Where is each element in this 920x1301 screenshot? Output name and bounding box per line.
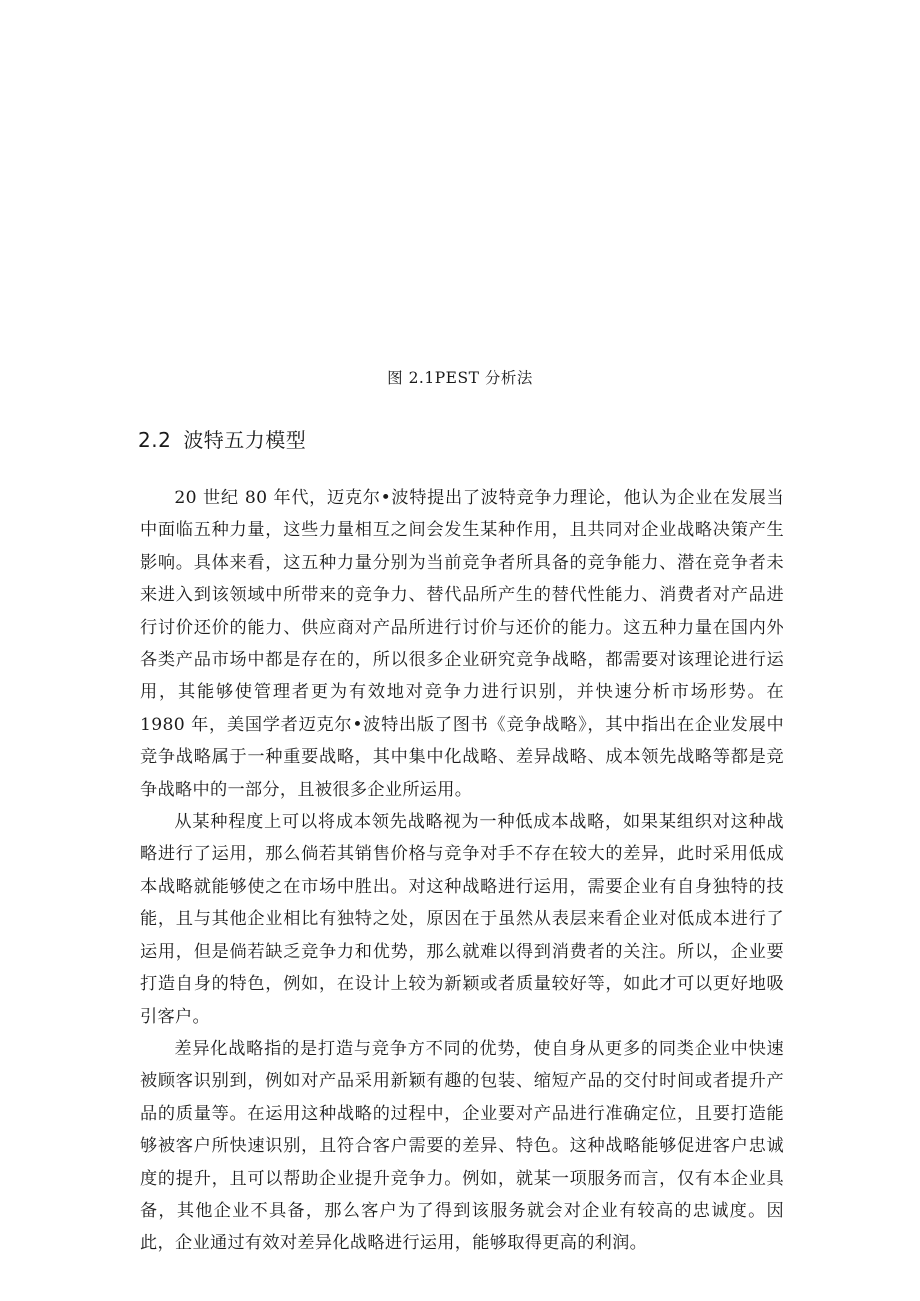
paragraph: 从某种程度上可以将成本领先战略视为一种低成本战略，如果某组织对这种战略进行了运用，那么倘若其销售价格与竞争对手不存在较大的差异，此时采用低成本战略就能够使之在市场中胜出。对这种战略进行运用，需要企业有自身独特的技能，且与其他企业相比有独特之处，原因在于虽然从表层来看企业对低成本进行了运用，但是倘若缺乏竞争力和优势，那么就难以得到消费者的关注。所以，企业要打造自身的特色，例如，在设计上较为新颖或者质量较好等，如此才可以更好地吸引客户。 [140, 812, 784, 1027]
paragraph: 20 世纪 80 年代，迈克尔•波特提出了波特竞争力理论，他认为企业在发展当中面临五种力量，这些力量相互之间会发生某种作用，且共同对企业战略决策产生影响。具体来看，这五种力量分别为当前竞争者所具备的竞争能力、潜在竞争者未来进入到该领域中所带来的竞争力、替代品所产生的替代性能力、消费者对产品进行讨价还价的能力、供应商对产品所进行讨价与还价的能力。这五种力量在国内外各类产品市场中都是存在的，所以很多企业研究竞争战略，都需要对该理论进行运用，其能够使管理者更为有效地对竞争力进行识别，并快速分析市场形势。在 1980 年，美国学者迈克尔•波特出版了图书《竞争战略》，其中指出在企业发展中竞争战略属于一种重要战略，其中集中化战略、差异战略、成本领先战略等都是竞争战略中的一部分，且被很多企业所运用。 [140, 488, 784, 800]
figure-caption: 图 2.1PEST 分析法 [387, 369, 533, 387]
section-title: 波特五力模型 [183, 428, 307, 452]
paragraph: 差异化战略指的是打造与竞争方不同的优势，使自身从更多的同类企业中快速被顾客识别到，例如对产品采用新颖有趣的包装、缩短产品的交付时间或者提升产品的质量等。在运用这种战略的过程中，企业要对产品进行准确定位，且要打造能够被客户所快速识别，且符合客户需要的差异、特色。这种战略能够促进客户忠诚度的提升，且可以帮助企业提升竞争力。例如，就某一项服务而言，仅有本企业具备，其他企业不具备，那么客户为了得到该服务就会对企业有较高的忠诚度。因此，企业通过有效对差异化战略进行运用，能够取得更高的利润。 [140, 1038, 784, 1254]
figure-placeholder [140, 40, 780, 340]
body-text [140, 482, 784, 1260]
section-heading [138, 424, 306, 453]
section-number: 2.2 [138, 428, 172, 452]
